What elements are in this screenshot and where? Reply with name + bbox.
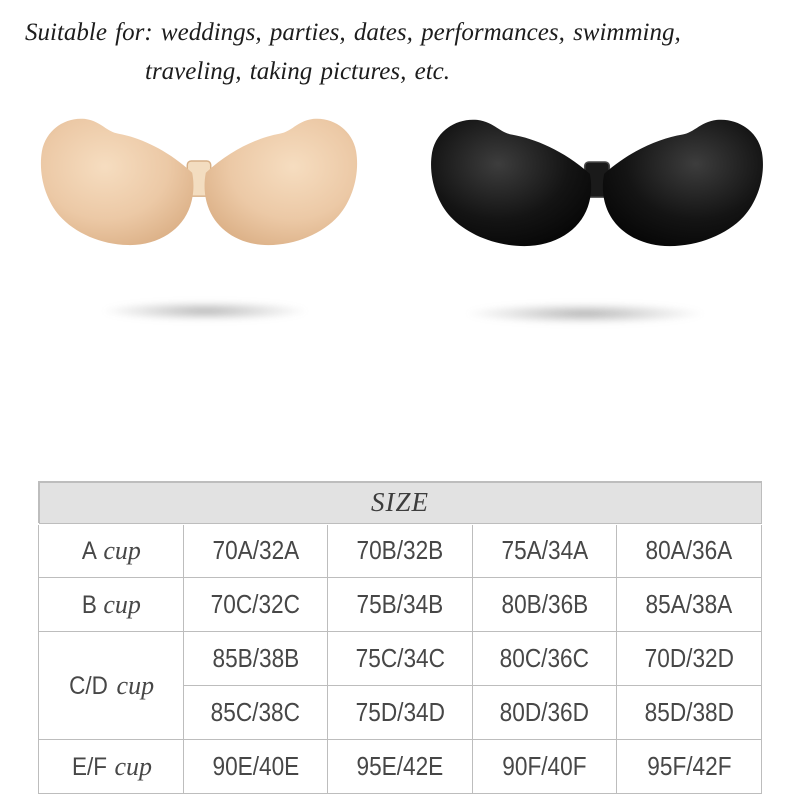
size-cell xyxy=(617,632,762,686)
nude-bra-image xyxy=(38,116,360,248)
cup-letter: A xyxy=(81,536,97,565)
cup-letter: B xyxy=(81,590,97,619)
size-value: 85C/38C xyxy=(210,697,301,727)
row-label-ef-cup xyxy=(39,740,184,794)
size-cell xyxy=(183,686,328,740)
size-cell xyxy=(617,686,762,740)
size-cell xyxy=(183,578,328,632)
intro-caption-line2: traveling, taking pictures, etc. xyxy=(145,58,450,85)
size-cell xyxy=(472,578,617,632)
size-cell xyxy=(472,740,617,794)
cup-word: cup xyxy=(103,535,141,565)
cup-word: cup xyxy=(103,589,141,619)
row-label-a-cup xyxy=(39,524,184,578)
size-cell xyxy=(183,740,328,794)
size-value: 85A/38A xyxy=(645,589,733,619)
size-cell xyxy=(472,686,617,740)
size-value: 85B/38B xyxy=(211,643,299,673)
size-cell xyxy=(328,632,473,686)
cup-letter: E/F xyxy=(71,752,107,781)
size-cell xyxy=(617,524,762,578)
size-value: 75A/34A xyxy=(501,535,588,566)
size-cell xyxy=(328,524,473,578)
size-cell xyxy=(328,686,473,740)
size-value: 75C/34C xyxy=(355,643,445,673)
size-value: 85D/38D xyxy=(644,697,734,727)
size-value: 70A/32A xyxy=(211,535,299,566)
size-value: 75B/34B xyxy=(356,589,444,619)
size-cell xyxy=(472,524,617,578)
size-value: 90F/40F xyxy=(502,751,587,781)
size-cell xyxy=(617,578,762,632)
cup-word: cup xyxy=(116,670,155,700)
size-chart xyxy=(38,481,762,794)
size-cell xyxy=(617,740,762,794)
size-value: 80C/36C xyxy=(499,643,590,673)
table-row xyxy=(39,740,762,794)
size-cell xyxy=(183,632,328,686)
table-row xyxy=(39,524,762,578)
size-value: 80D/36D xyxy=(499,697,590,727)
size-cell xyxy=(472,632,617,686)
black-bra-shadow xyxy=(467,303,703,324)
intro-caption-line1: Suitable for: weddings, parties, dates, performances, swimming, xyxy=(25,19,681,46)
cup-word: cup xyxy=(114,751,153,781)
size-value: 80A/36A xyxy=(645,535,733,566)
cup-letter: C/D xyxy=(69,671,109,700)
table-row xyxy=(39,578,762,632)
size-value: 70D/32D xyxy=(644,643,734,673)
size-value: 95E/42E xyxy=(356,751,444,781)
nude-bra-shadow xyxy=(103,301,307,321)
size-chart-title: SIZE xyxy=(39,482,762,524)
table-row xyxy=(39,632,762,686)
black-bra-image xyxy=(428,117,766,249)
row-label-b-cup xyxy=(39,578,184,632)
size-value: 70C/32C xyxy=(210,589,301,619)
size-cell xyxy=(328,578,473,632)
size-cell xyxy=(328,740,473,794)
size-value: 70B/32B xyxy=(356,535,444,566)
size-value: 95F/42F xyxy=(647,751,732,781)
row-label-cd-cup xyxy=(39,632,184,740)
size-cell xyxy=(183,524,328,578)
size-value: 75D/34D xyxy=(355,697,445,727)
size-value: 80B/36B xyxy=(501,589,588,619)
size-value: 90E/40E xyxy=(211,751,299,781)
